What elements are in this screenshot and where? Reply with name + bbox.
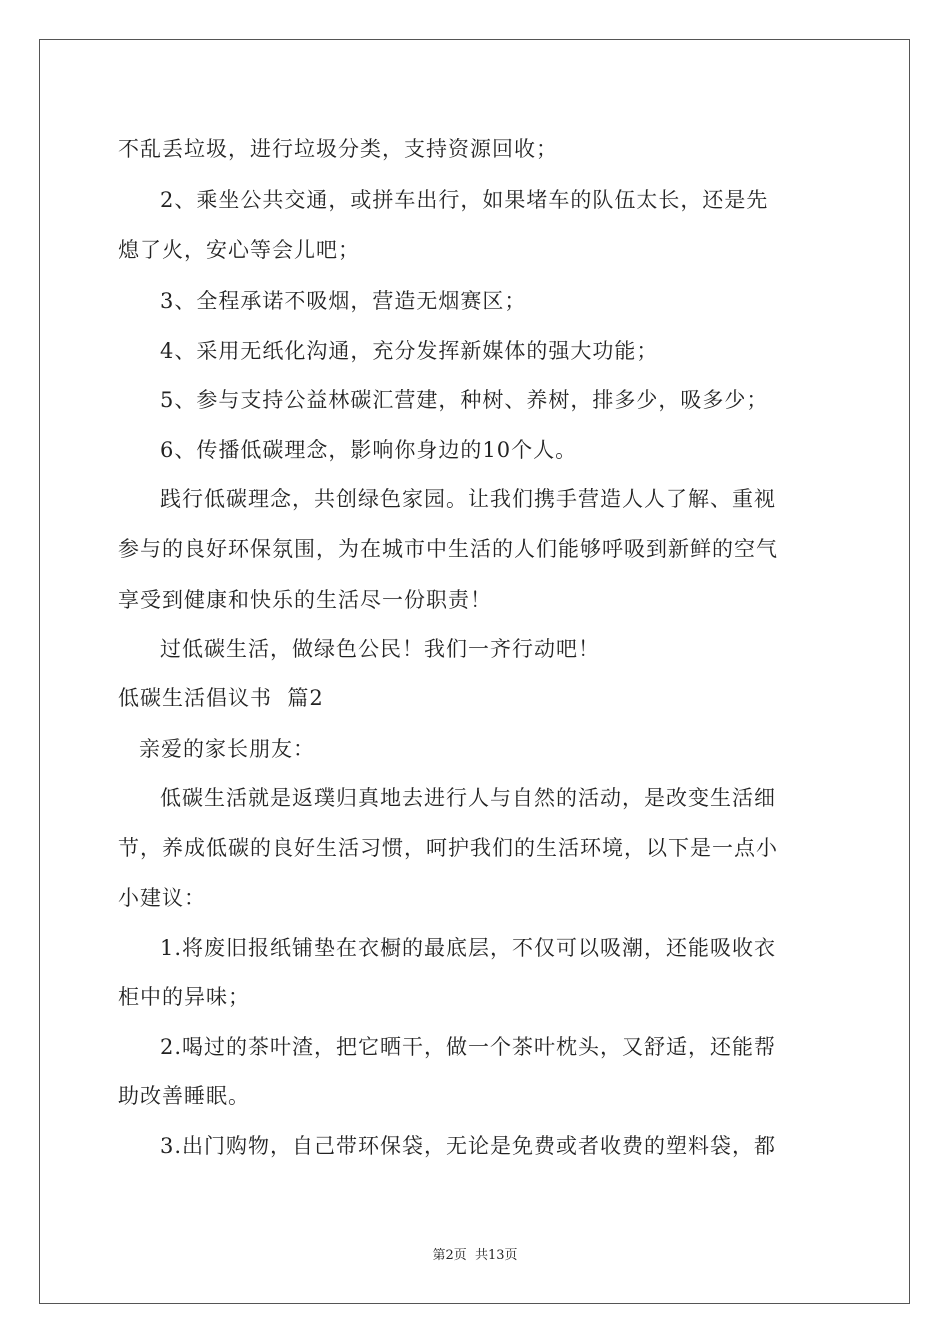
text-line: 6、传播低碳理念，影响你身边的10个人。 — [160, 438, 578, 462]
page-footer — [0, 1247, 950, 1265]
text-line: 熄了火，安心等会儿吧； — [118, 238, 360, 262]
text-line: 不乱丢垃圾，进行垃圾分类，支持资源回收； — [118, 137, 558, 161]
text-line: 2、乘坐公共交通，或拼车出行，如果堵车的队伍太长，还是先 — [160, 188, 769, 212]
page-frame — [39, 39, 910, 1304]
text-line: 1.将废旧报纸铺垫在衣橱的最底层，不仅可以吸潮，还能吸收衣 — [160, 936, 777, 960]
text-line: 5、参与支持公益林碳汇营建，种树、养树，排多少，吸多少； — [160, 388, 769, 412]
text-line: 助改善睡眠。 — [118, 1084, 250, 1108]
text-line: 4、采用无纸化沟通，充分发挥新媒体的强大功能； — [160, 339, 659, 363]
text-line: 低碳生活就是返璞归真地去进行人与自然的活动，是改变生活细 — [160, 786, 776, 810]
page-total: 共13页 — [474, 1248, 518, 1263]
text-line: 节，养成低碳的良好生活习惯，呵护我们的生活环境，以下是一点小 — [118, 836, 778, 860]
text-line: 3.出门购物，自己带环保袋，无论是免费或者收费的塑料袋，都 — [160, 1134, 777, 1158]
text-line: 践行低碳理念，共创绿色家园。让我们携手营造人人了解、重视 — [160, 487, 776, 511]
text-line: 3、全程承诺不吸烟，营造无烟赛区； — [160, 289, 527, 313]
salutation: 亲爱的家长朋友： — [139, 737, 315, 761]
text-line: 小建议： — [118, 886, 206, 910]
text-line: 参与的良好环保氛围，为在城市中生活的人们能够呼吸到新鲜的空气 — [118, 537, 778, 561]
text-line: 柜中的异味； — [118, 985, 250, 1009]
text-line: 过低碳生活，做绿色公民！我们一齐行动吧！ — [160, 637, 600, 661]
section-heading: 低碳生活倡议书 篇2 — [118, 686, 324, 710]
text-line: 2.喝过的茶叶渣，把它晒干，做一个茶叶枕头，又舒适，还能帮 — [160, 1035, 777, 1059]
text-line: 享受到健康和快乐的生活尽一份职责！ — [118, 588, 492, 612]
page-number: 第2页 — [432, 1248, 467, 1263]
